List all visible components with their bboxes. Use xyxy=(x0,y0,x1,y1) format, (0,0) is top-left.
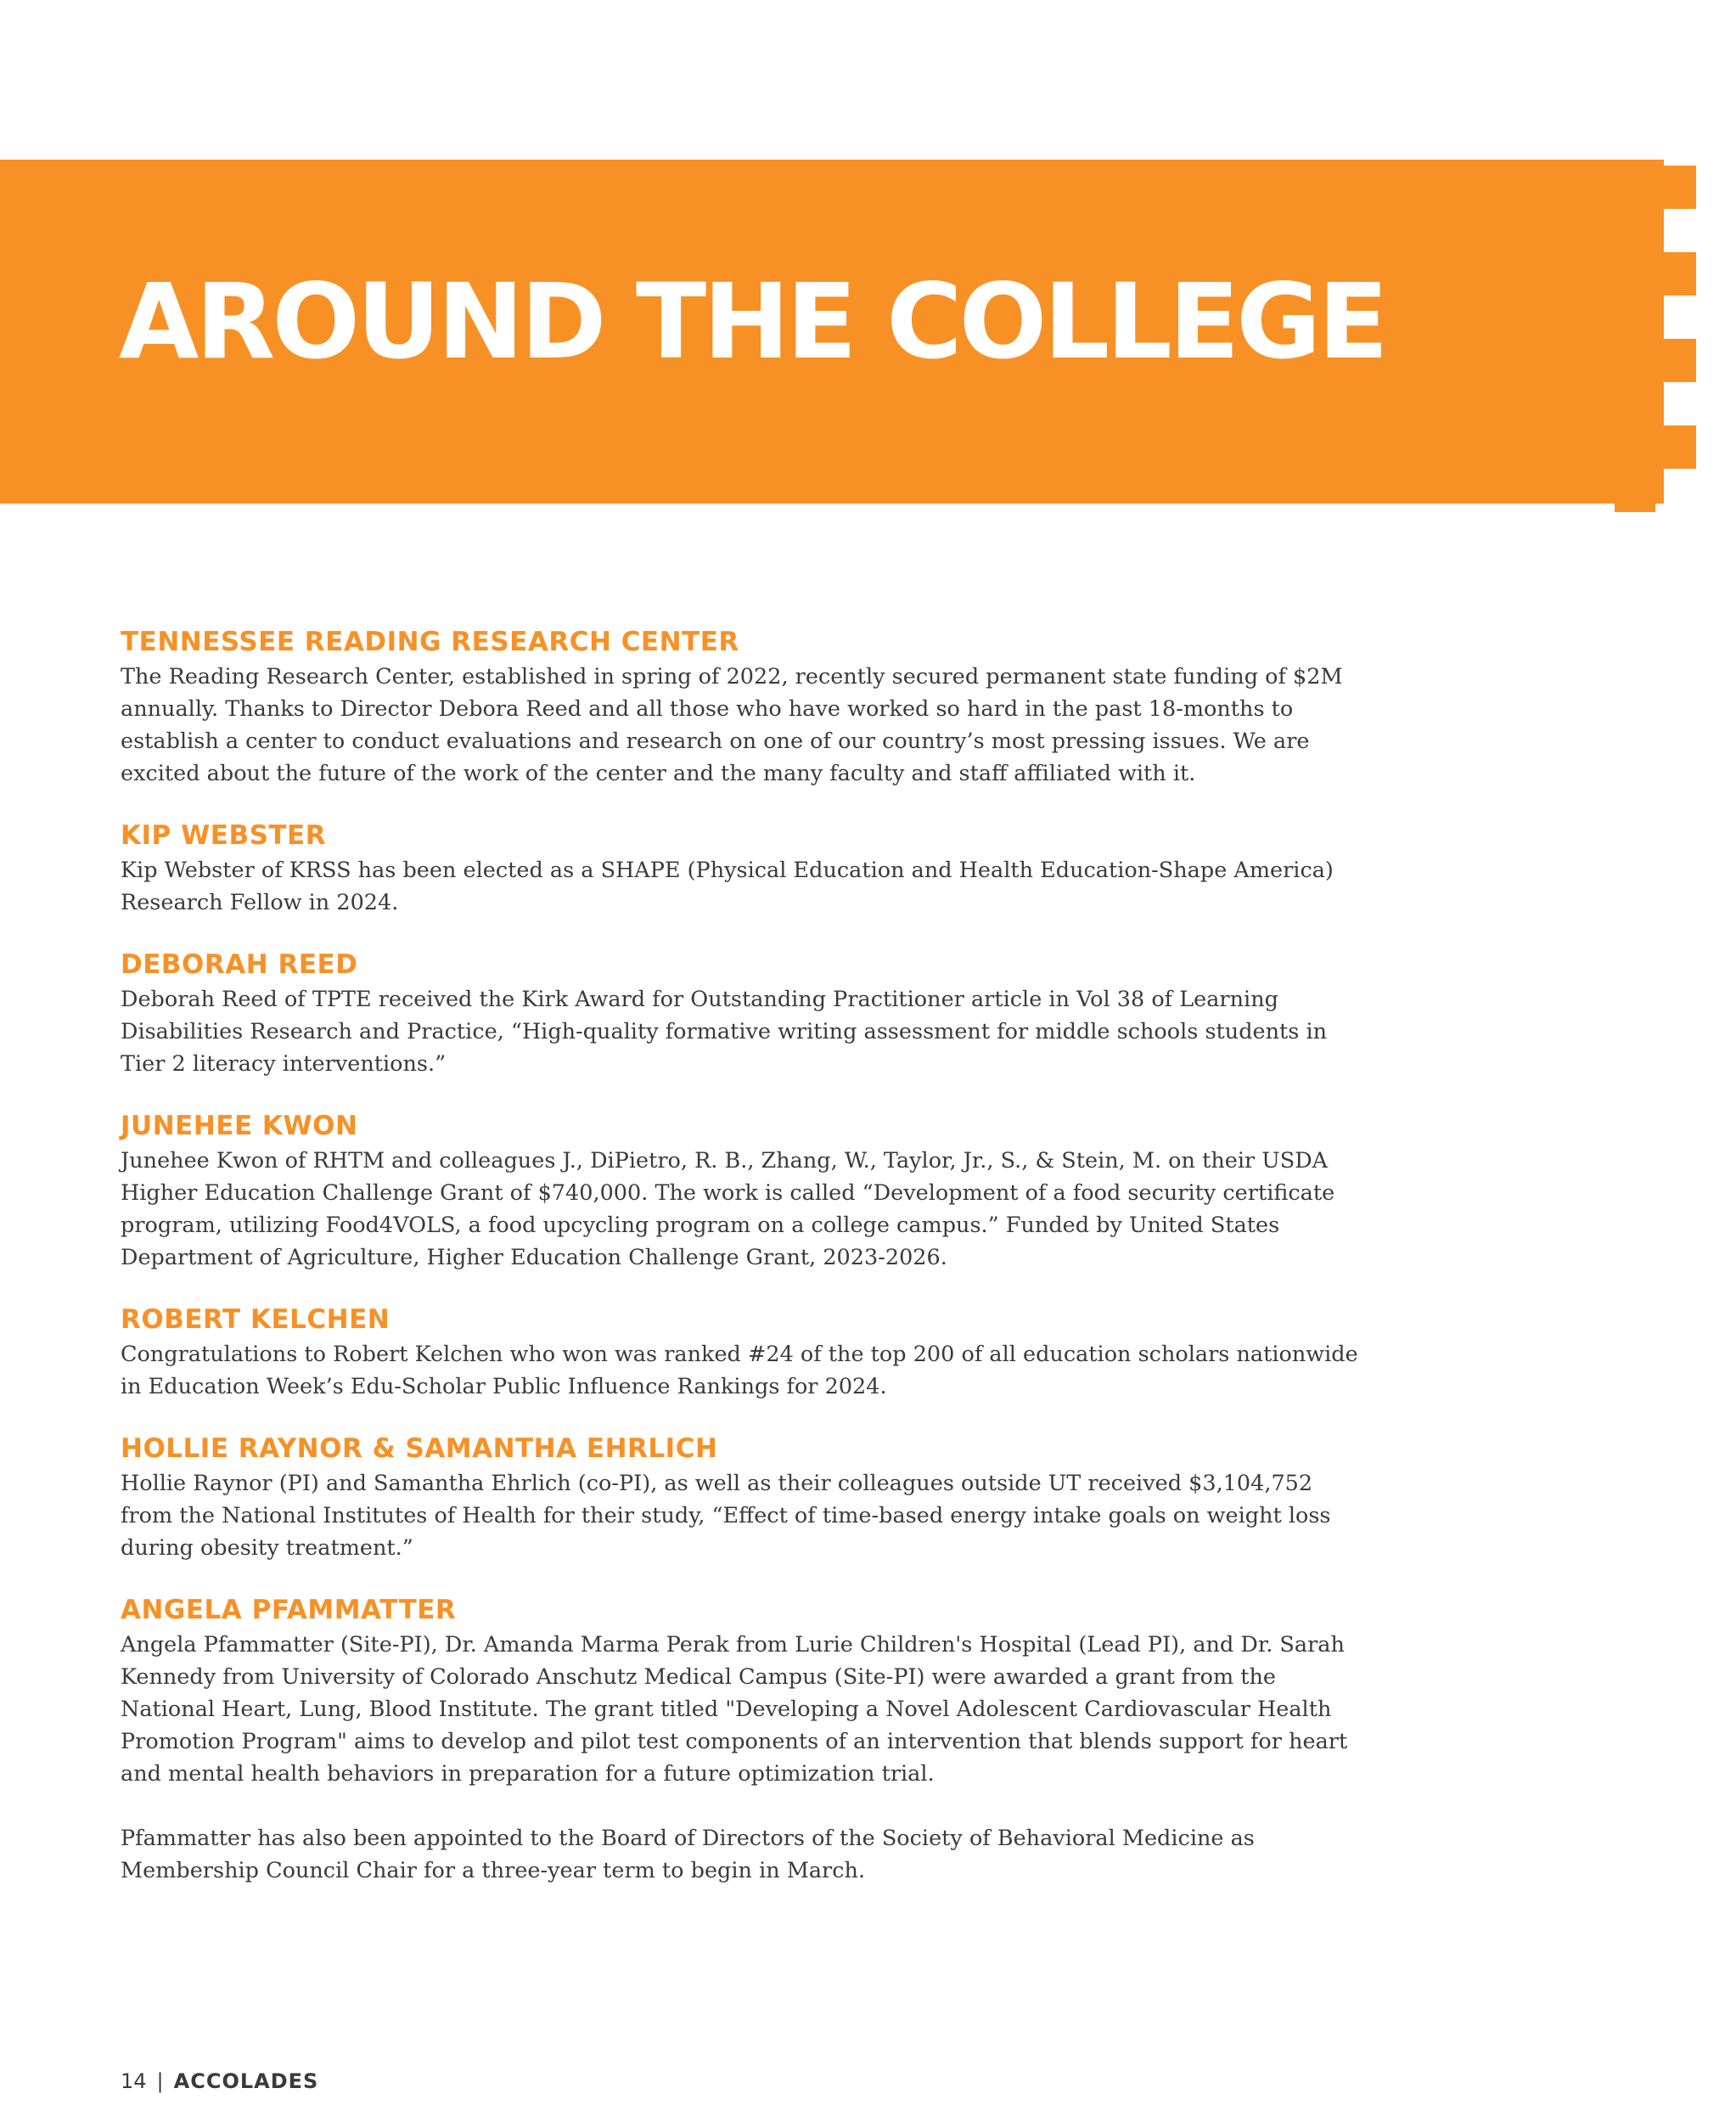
accolade-text: Hollie Raynor (PI) and Samantha Ehrlich (co-PI), as well as their colleagues outside UT received $3,104,752 from the National Institutes of Health for their study, “Effect of time-based energy intake goals on weight loss during obesity treatment.” xyxy=(121,1471,1331,1561)
accolade-item xyxy=(121,1433,1368,1564)
accolade-item xyxy=(121,1304,1368,1403)
accolade-item xyxy=(121,820,1368,919)
footer-separator: | xyxy=(156,2069,164,2093)
accolade-item xyxy=(121,1595,1368,1887)
accolade-text: The Reading Research Center, established in spring of 2022, recently secured permanent state funding of $2M annually. Thanks to Director Debora Reed and all those who have worked so hard in the past 18-months to establish a center to conduct evaluations and research on one of our country’s most pressing issues. We are excited about the future of the work of the center and the many faculty and staff affiliated with it. xyxy=(121,664,1343,786)
accolade-heading: KIP WEBSTER xyxy=(121,820,327,851)
accolade-heading: DEBORAH REED xyxy=(121,949,358,980)
accolade-text: Deborah Reed of TPTE received the Kirk Award for Outstanding Practitioner article in Vol 38 of Learning Disabilities Research and Practice, “High-quality formative writing assessment for middle schools students in Tier 2 literacy interventions.” xyxy=(121,987,1328,1077)
accolade-item xyxy=(121,949,1368,1080)
accolade-text: Congratulations to Robert Kelchen who won was ranked #24 of the top 200 of all education scholars nationwide in Education Week’s Edu-Scholar Public Influence Rankings for 2024. xyxy=(121,1342,1358,1399)
page-footer xyxy=(121,2069,318,2094)
accolade-heading: HOLLIE RAYNOR & SAMANTHA EHRLICH xyxy=(121,1433,718,1464)
checkerboard-decoration xyxy=(1615,160,1736,504)
accolade-heading: TENNESSEE READING RESEARCH CENTER xyxy=(121,627,739,657)
accolade-item xyxy=(121,627,1368,790)
page-number: 14 xyxy=(121,2069,147,2093)
accolade-heading: ROBERT KELCHEN xyxy=(121,1304,390,1335)
accolade-item xyxy=(121,1111,1368,1274)
accolade-heading: JUNEHEE KWON xyxy=(121,1111,358,1141)
section-label: ACCOLADES xyxy=(173,2069,319,2093)
accolades-list xyxy=(121,627,1368,1917)
accolade-text: Junehee Kwon of RHTM and colleagues J., DiPietro, R. B., Zhang, W., Taylor, Jr., S., & Stein, M. on their USDA Higher Education Challenge Grant of $740,000. The work is called “Development of a food security certificate program, utilizing Food4VOLS, a food upcycling program on a college campus.” Funded by United States Department of Agriculture, Higher Education Challenge Grant, 2023-2026. xyxy=(121,1148,1335,1270)
page-title: AROUND THE COLLEGE xyxy=(119,262,1385,382)
accolade-text: Pfammatter has also been appointed to the Board of Directors of the Society of Behavioral Medicine as Membership Council Chair for a three-year term to begin in March. xyxy=(121,1826,1255,1883)
accolade-text: Kip Webster of KRSS has been elected as a SHAPE (Physical Education and Health Education-Shape America) Research Fellow in 2024. xyxy=(121,858,1334,915)
accolade-heading: ANGELA PFAMMATTER xyxy=(121,1595,457,1625)
accolade-text: Angela Pfammatter (Site-PI), Dr. Amanda Marma Perak from Lurie Children's Hospital (Lead PI), and Dr. Sarah Kennedy from University of Colorado Anschutz Medical Campus (Site-PI) were awarded a grant from the National Heart, Lung, Blood Institute. The grant titled "Developing a Novel Adolescent Cardiovascular Health Promotion Program" aims to develop and pilot test components of an intervention that blends support for heart and mental health behaviors in preparation for a future optimization trial. xyxy=(121,1632,1348,1787)
